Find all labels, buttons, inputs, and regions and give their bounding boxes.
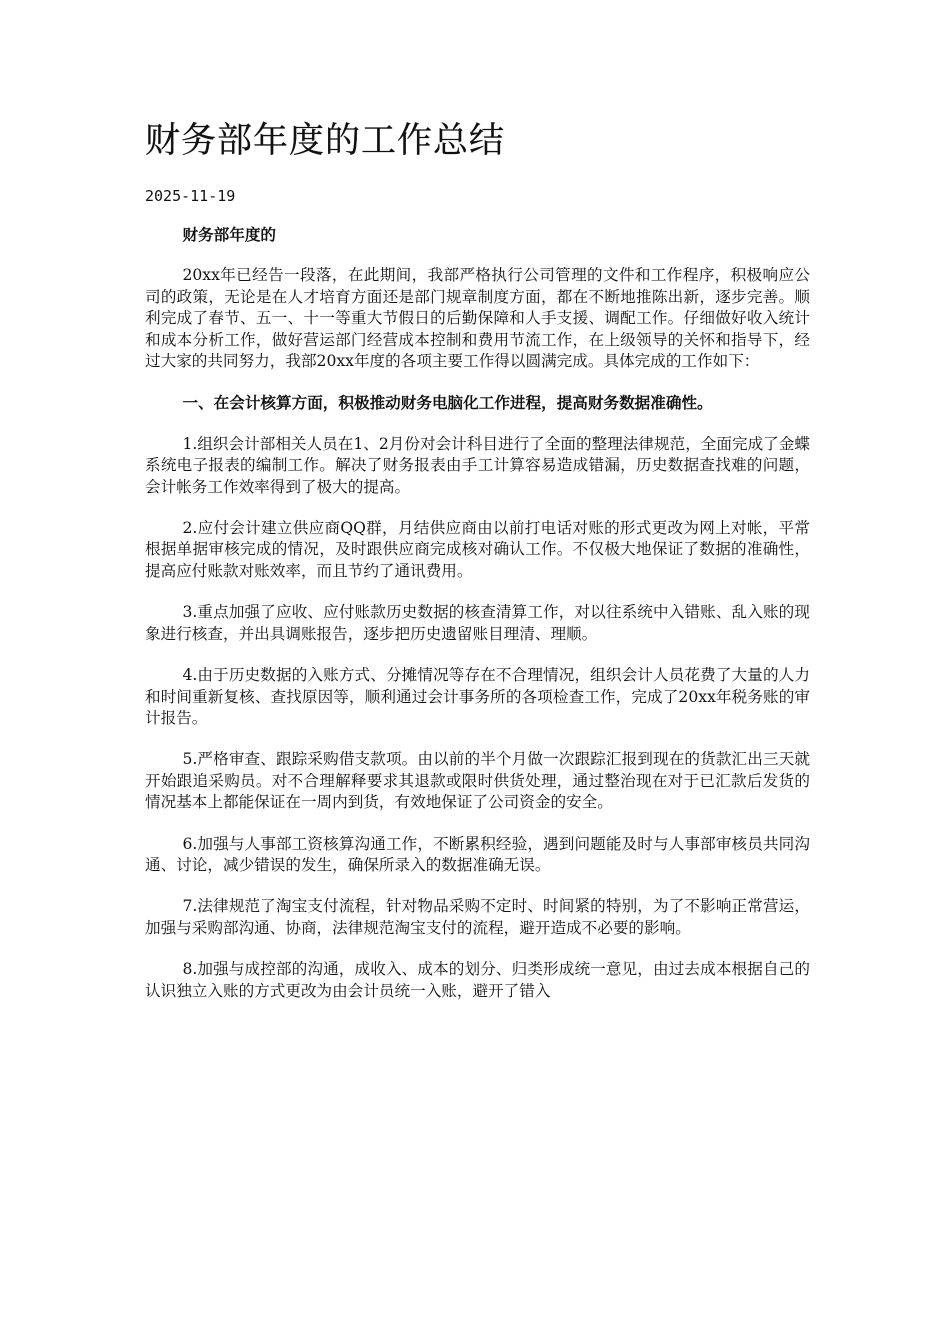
- list-item: 7.法律规范了淘宝支付流程，针对物品采购不定时、时间紧的特别，为了不影响正常营运，加强与采购部沟通、协商，法律规范淘宝支付的流程，避开造成不必要的影响。: [145, 897, 810, 937]
- document-page: [145, 118, 810, 1022]
- list-item: 3.重点加强了应收、应付账款历史数据的核查清算工作，对以往系统中入错账、乱入账的现象进行核查，并出具调账报告，逐步把历史遗留账目理清、理顺。: [145, 603, 810, 643]
- document-subtitle: 财务部年度的: [182, 225, 277, 244]
- list-item: 8.加强与成控部的沟通，成收入、成本的划分、归类形成统一意见，由过去成本根据自己的认识独立入账的方式更改为由会计员统一入账，避开了错入: [145, 960, 810, 1000]
- document-date: 2025-11-19: [145, 187, 236, 205]
- list-item: 6.加强与人事部工资核算沟通工作，不断累积经验，遇到问题能及时与人事部审核员共同沟通、讨论，减少错误的发生，确保所录入的数据准确无误。: [145, 834, 810, 874]
- list-item: 1.组织会计部相关人员在1、2月份对会计科目进行了全面的整理法律规范，全面完成了金蝶系统电子报表的编制工作。解决了财务报表由手工计算容易造成错漏，历史数据查找难的问题，会计帐务工作效率得到了极大的提高。: [145, 434, 810, 496]
- list-item: 5.严格审查、跟踪采购借支款项。由以前的半个月做一次跟踪汇报到现在的货款汇出三天就开始跟追采购员。对不合理解释要求其退款或限时供货处理，通过整治现在对于已汇款后发货的情况基本上都能保证在一周内到货，有效地保证了公司资金的安全。: [145, 750, 810, 812]
- document-title: 财务部年度的工作总结: [145, 121, 506, 161]
- intro-paragraph: 20xx年已经告一段落，在此期间，我部严格执行公司管理的文件和工作程序，积极响应公司的政策，无论是在人才培育方面还是部门规章制度方面，都在不断地推陈出新，逐步完善。顺利完成了春节、五一、十一等重大节假日的后勤保障和人手支援、调配工作。仔细做好收入统计和成本分析工作，做好营运部门经营成本控制和费用节流工作，在上级领导的关怀和指导下，经过大家的共同努力，我部20xx年度的各项主要工作得以圆满完成。具体完成的工作如下：: [145, 266, 810, 371]
- section-heading-1: 一、在会计核算方面，积极推动财务电脑化工作进程，提高财务数据准确性。: [182, 393, 713, 413]
- list-item: 2.应付会计建立供应商QQ群，月结供应商由以前打电话对账的形式更改为网上对帐，平常根据单据审核完成的情况，及时跟供应商完成核对确认工作。不仅极大地保证了数据的准确性，提高应付账款对账效率，而且节约了通讯费用。: [145, 519, 810, 580]
- list-item: 4.由于历史数据的入账方式、分摊情况等存在不合理情况，组织会计人员花费了大量的人力和时间重新复核、查找原因等，顺利通过会计事务所的各项检查工作，完成了20xx年税务账的审计报告。: [145, 666, 810, 727]
